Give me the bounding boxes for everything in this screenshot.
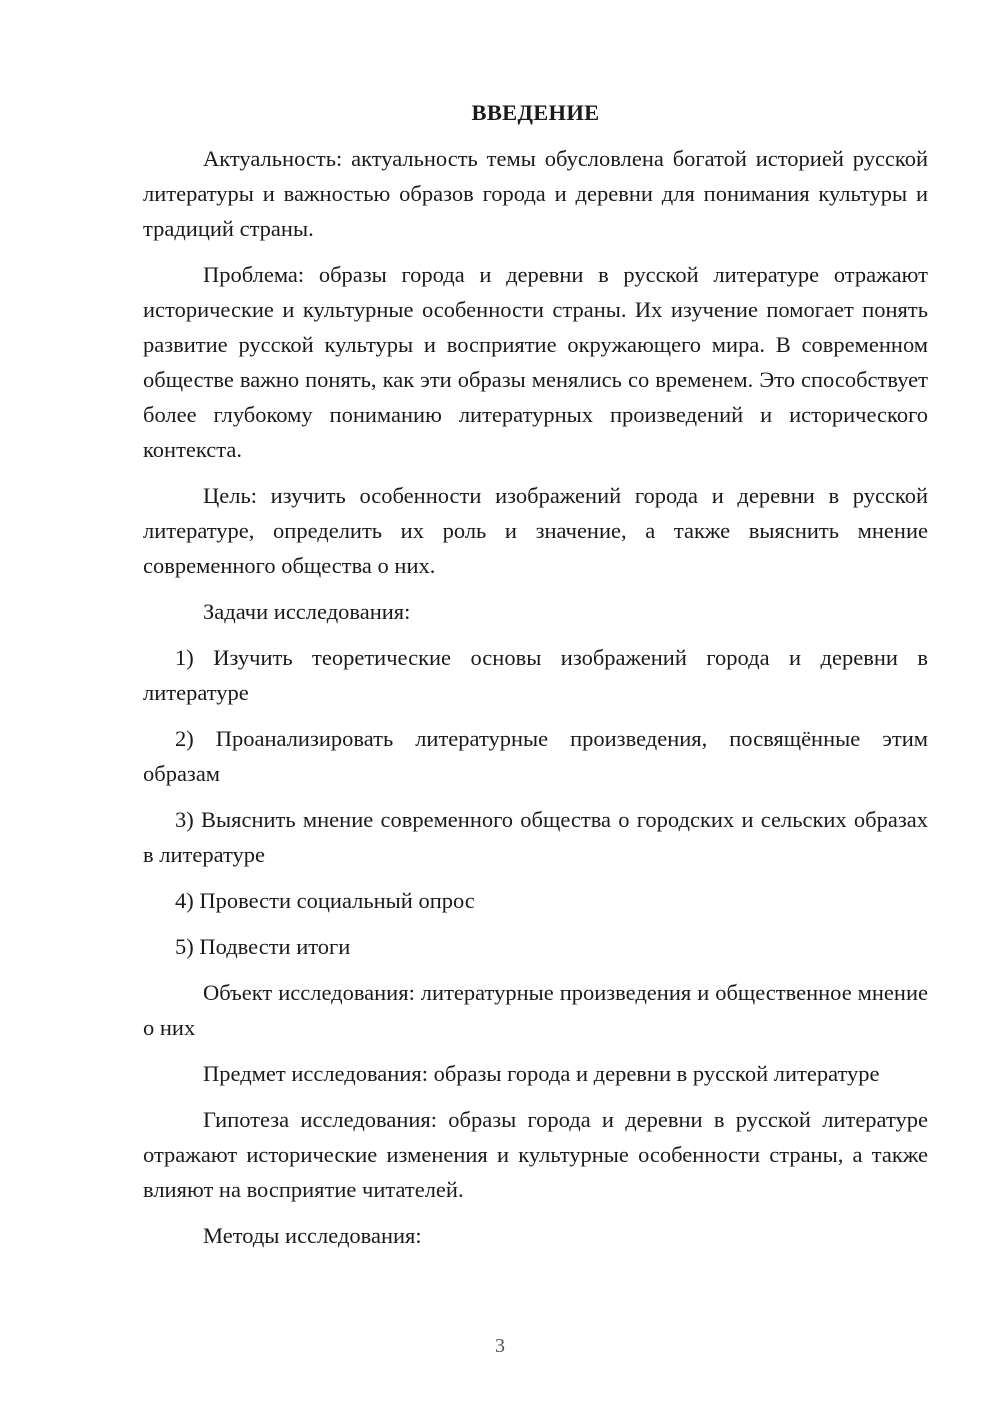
task-item-1: 1) Изучить теоретические основы изображений города и деревни в литературе bbox=[143, 645, 928, 705]
task-item-5: 5) Подвести итоги bbox=[175, 934, 351, 959]
paragraph-goal: Цель: изучить особенности изображений города и деревни в русской литературе, определить их роль и значение, а также выяснить мнение современного общества о них. bbox=[143, 483, 928, 578]
paragraph-problem: Проблема: образы города и деревни в русской литературе отражают исторические и культурные особенности страны. Их изучение помогает понять развитие русской культуры и восприятие окружающего мира. В современном обществе важно понять, как эти образы менялись со временем. Это способствует более глубокому пониманию литературных произведений и исторического контекста. bbox=[143, 262, 928, 462]
paragraph-object: Объект исследования: литературные произведения и общественное мнение о них bbox=[143, 980, 928, 1040]
tasks-heading: Задачи исследования: bbox=[203, 599, 411, 624]
task-item-2: 2) Проанализировать литературные произведения, посвящённые этим образам bbox=[143, 726, 928, 786]
task-item-3: 3) Выяснить мнение современного общества о городских и сельских образах в литературе bbox=[143, 807, 928, 867]
page-content bbox=[143, 95, 928, 1264]
methods-heading: Методы исследования: bbox=[203, 1223, 422, 1248]
page-number: 3 bbox=[495, 1335, 505, 1357]
paragraph-relevance: Актуальность: актуальность темы обусловлена богатой историей русской литературы и важностью образов города и деревни для понимания культуры и традиций страны. bbox=[143, 146, 928, 241]
page-title: ВВЕДЕНИЕ bbox=[471, 100, 600, 125]
task-item-4: 4) Провести социальный опрос bbox=[175, 888, 475, 913]
paragraph-hypothesis: Гипотеза исследования: образы города и деревни в русской литературе отражают исторические изменения и культурные особенности страны, а также влияют на восприятие читателей. bbox=[143, 1107, 928, 1202]
paragraph-subject: Предмет исследования: образы города и деревни в русской литературе bbox=[203, 1061, 880, 1086]
